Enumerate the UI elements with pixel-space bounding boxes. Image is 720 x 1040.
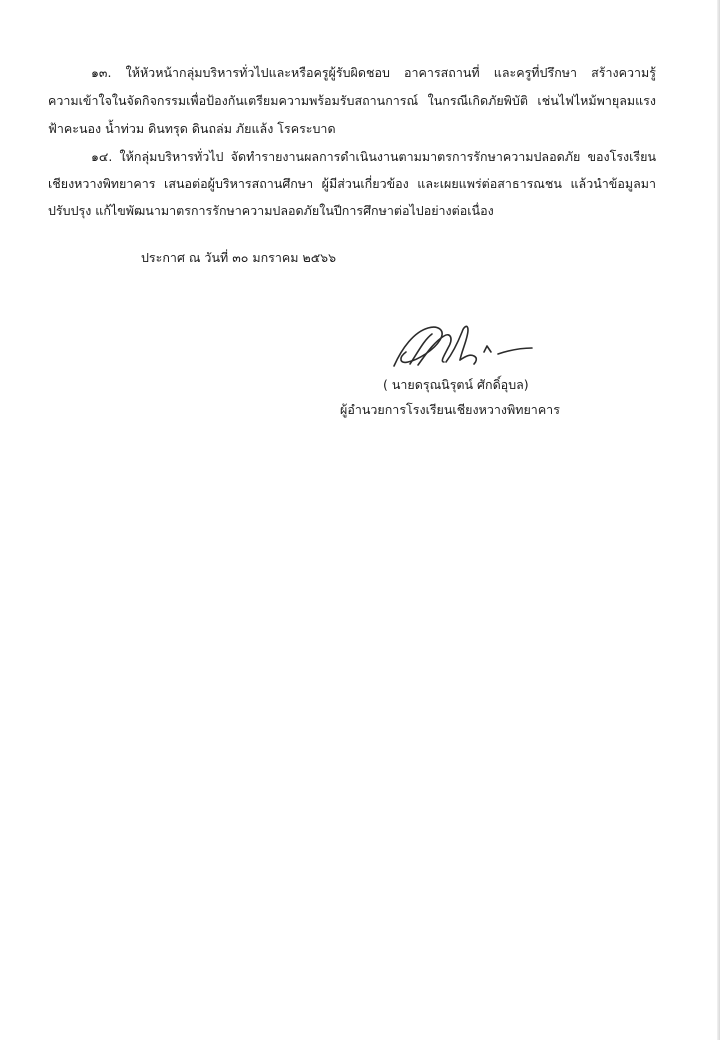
handwritten-signature: [388, 318, 538, 374]
signer-name: ( นายดรุณนิรุตน์ ศักดิ์อุบล): [383, 377, 529, 392]
announcement-date: ประกาศ ณ วันที่ ๓๐ มกราคม ๒๕๖๖: [141, 250, 337, 265]
item-13-line-2: ความเข้าใจในจัดกิจกรรมเพื่อป้องกันเตรียมความพร้อมรับสถานการณ์ ในกรณีเกิดภัยพิบัติ เช่นไฟไหม้พายุลมแรง: [48, 93, 656, 108]
signer-title: ผู้อำนวยการโรงเรียนเชียงหวางพิทยาคาร: [340, 402, 560, 417]
item-14-line-2: เชียงหวางพิทยาคาร เสนอต่อผู้บริหารสถานศึกษา ผู้มีส่วนเกี่ยวข้อง และเผยแพร่ต่อสาธารณชน แล้วนำข้อมูลมา: [48, 176, 656, 191]
item-13-line-1: ๑๓. ให้หัวหน้ากลุ่มบริหารทั่วไปและหรือครูผู้รับผิดชอบ อาคารสถานที่ และครูที่ปรึกษา สร้างความรู้: [91, 65, 656, 80]
item-14-line-1: ๑๔. ให้กลุ่มบริหารทั่วไป จัดทำรายงานผลการดำเนินงานตามมาตรการรักษาความปลอดภัย ของโรงเรียน: [91, 149, 656, 164]
item-13-line-3: ฟ้าคะนอง น้ำท่วม ดินทรุด ดินถล่ม ภัยแล้ง โรคระบาด: [48, 121, 336, 136]
item-14-line-3: ปรับปรุง แก้ไขพัฒนามาตรการรักษาความปลอดภัยในปีการศึกษาต่อไปอย่างต่อเนื่อง: [48, 203, 494, 218]
